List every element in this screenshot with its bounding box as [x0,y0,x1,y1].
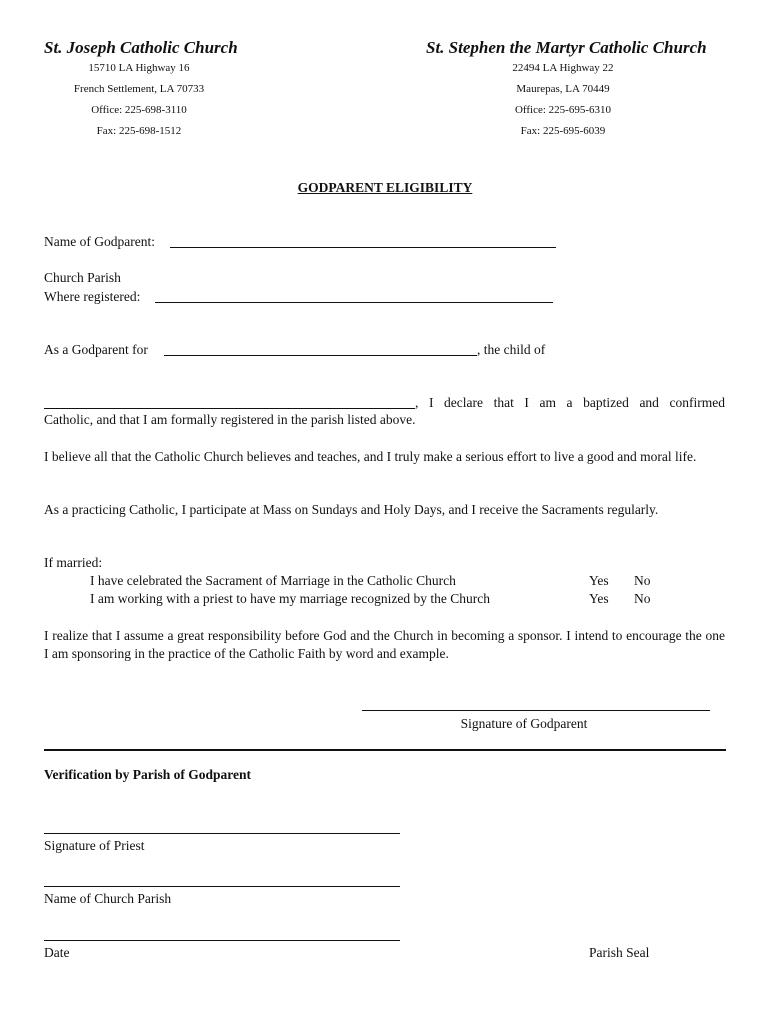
where-registered-field[interactable] [155,302,553,303]
date-label: Date [44,945,70,960]
church-name-left: St. Joseph Catholic Church [44,38,238,57]
church-parish-label: Church Parish [44,270,121,285]
verification-heading: Verification by Parish of Godparent [44,767,252,782]
where-registered-label: Where registered: [44,289,141,304]
godparent-signature-field[interactable] [362,710,710,711]
realize-paragraph: I realize that I assume a great responsibility before God and the Church in becoming a sponsor. I intend to encourage the one I am sponsoring in the practice of the Catholic Faith by word and example. [44,628,725,661]
declare-text: , I declare that I am a baptized and confirmed [415,395,725,410]
declare-text-2: Catholic, and that I am formally registered in the parish listed above. [44,412,416,427]
church-left-office: Office: 225-698-3110 [91,104,187,116]
married-statement-2: I am working with a priest to have my marriage recognized by the Church [90,591,490,606]
church-left-fax: Fax: 225-698-1512 [96,125,182,137]
church-name-right: St. Stephen the Martyr Catholic Church [426,38,707,57]
name-of-godparent-label: Name of Godparent: [44,234,155,249]
church-left-address1: 15710 LA Highway 16 [88,62,190,74]
child-of-label: , the child of [477,342,546,357]
practice-paragraph: As a practicing Catholic, I participate at Mass on Sundays and Holy Days, and I receive the Sacraments regularly. [44,502,659,517]
godparent-for-field[interactable] [164,355,477,356]
believe-paragraph: I believe all that the Catholic Church believes and teaches, and I truly make a serious effort to live a good and moral life. [44,449,697,464]
church-right-office: Office: 225-695-6310 [514,104,612,116]
church-right-address2: Maurepas, LA 70449 [516,83,610,95]
church-right-fax: Fax: 225-695-6039 [520,125,606,137]
priest-signature-label: Signature of Priest [44,838,145,853]
married-statement-1: I have celebrated the Sacrament of Marriage in the Catholic Church [90,573,456,588]
godparent-signature-label: Signature of Godparent [460,716,588,731]
form-title: GODPARENT ELIGIBILITY [297,180,473,195]
date-field[interactable] [44,940,400,941]
priest-signature-field[interactable] [44,833,400,834]
godparent-for-label: As a Godparent for [44,342,148,357]
married-2-yes[interactable]: Yes [589,591,609,606]
name-of-godparent-field[interactable] [170,247,556,248]
married-2-no[interactable]: No [634,591,651,606]
church-left-address2: French Settlement, LA 70733 [73,83,205,95]
parish-seal-label: Parish Seal [589,945,650,960]
married-1-no[interactable]: No [634,573,651,588]
married-1-yes[interactable]: Yes [589,573,609,588]
section-divider [44,749,726,751]
if-married-label: If married: [44,555,103,570]
parent-names-field[interactable] [44,408,415,409]
church-right-address1: 22494 LA Highway 22 [512,62,614,74]
church-parish-name-field[interactable] [44,886,400,887]
church-parish-name-label: Name of Church Parish [44,891,172,906]
